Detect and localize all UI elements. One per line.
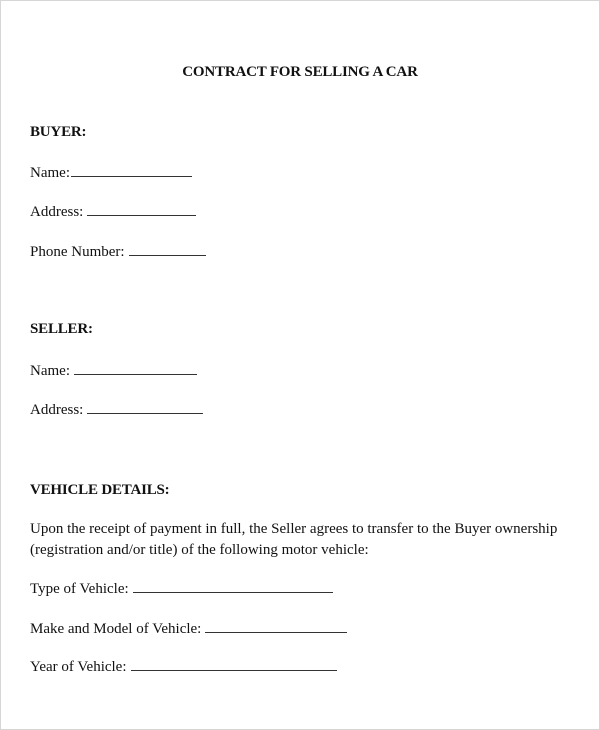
seller-address-label: Address: <box>30 402 84 418</box>
buyer-phone-label: Phone Number: <box>30 244 125 260</box>
seller-name-label: Name: <box>30 363 70 379</box>
vehicle-make-model-blank[interactable] <box>205 620 347 633</box>
vehicle-year-field <box>30 658 337 676</box>
buyer-address-field <box>30 203 196 221</box>
buyer-address-label: Address: <box>30 204 84 220</box>
buyer-phone-field <box>30 243 206 261</box>
vehicle-make-model-label: Make and Model of Vehicle: <box>30 621 202 637</box>
vehicle-type-label: Type of Vehicle: <box>30 581 129 597</box>
document-title: CONTRACT FOR SELLING A CAR <box>182 64 418 80</box>
buyer-heading: BUYER: <box>30 124 87 140</box>
buyer-phone-blank[interactable] <box>129 243 206 256</box>
vehicle-year-label: Year of Vehicle: <box>30 659 127 675</box>
seller-name-blank[interactable] <box>74 362 197 375</box>
seller-address-blank[interactable] <box>87 401 203 414</box>
seller-address-field <box>30 401 203 419</box>
vehicle-year-blank[interactable] <box>131 658 337 671</box>
vehicle-make-model-field <box>30 620 347 638</box>
seller-heading: SELLER: <box>30 321 93 337</box>
buyer-name-field <box>30 164 192 182</box>
vehicle-type-field <box>30 580 333 598</box>
vehicle-heading: VEHICLE DETAILS: <box>30 482 170 498</box>
seller-name-field <box>30 362 197 380</box>
vehicle-transfer-paragraph: Upon the receipt of payment in full, the Seller agrees to transfer to the Buyer ownership (registration and/or title) of the following motor vehicle: <box>30 521 558 558</box>
vehicle-type-blank[interactable] <box>133 580 333 593</box>
buyer-name-label: Name: <box>30 165 70 181</box>
buyer-name-blank[interactable] <box>71 164 192 177</box>
buyer-address-blank[interactable] <box>87 203 196 216</box>
